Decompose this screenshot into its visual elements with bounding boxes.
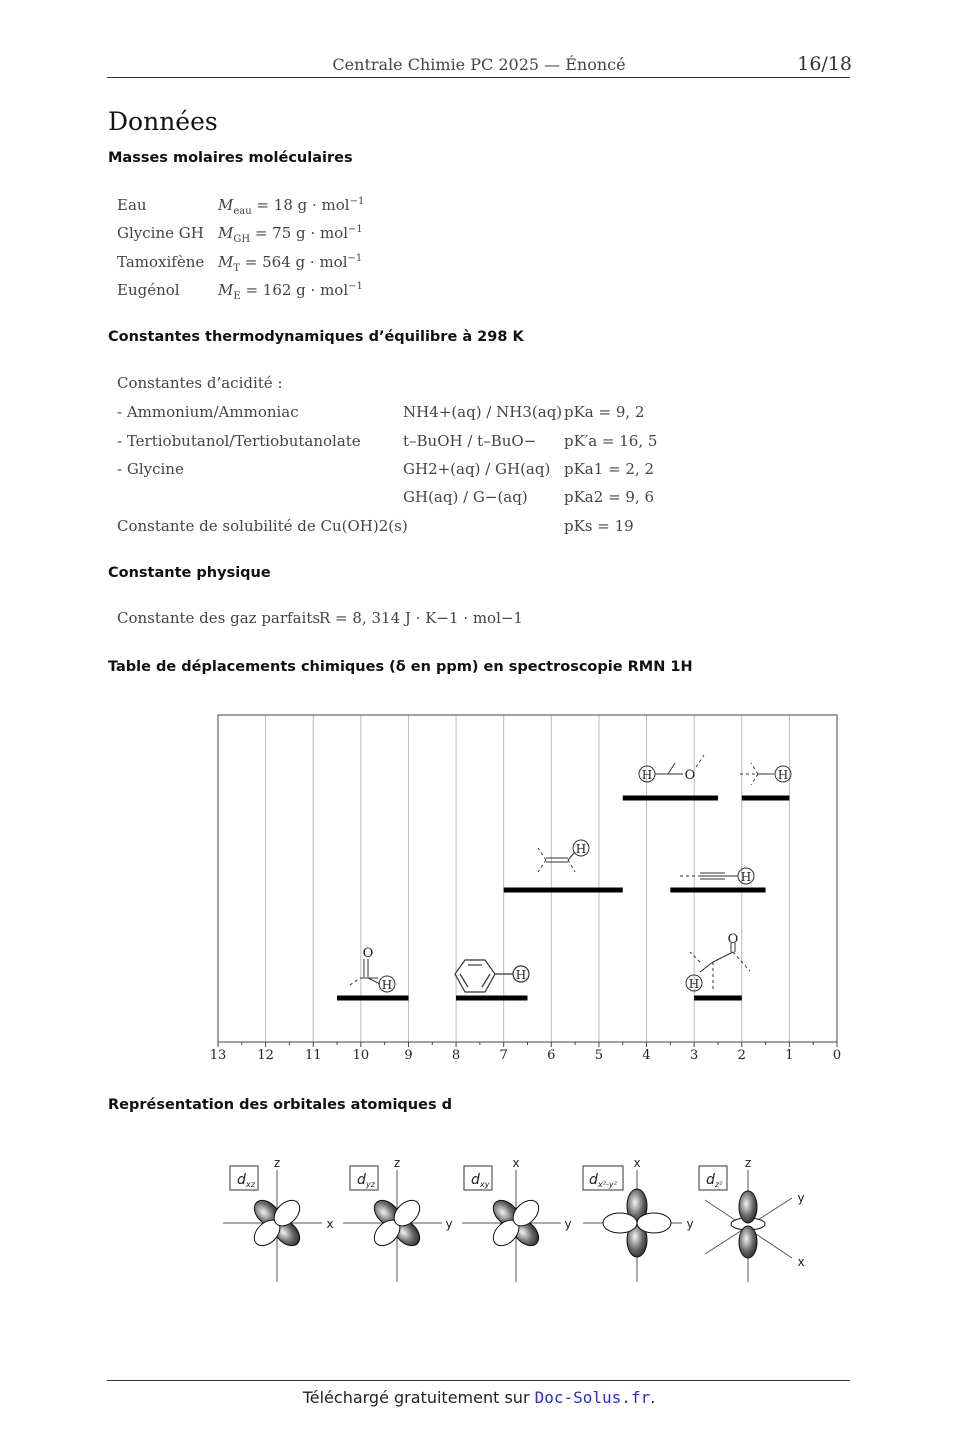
molar-value-eau: $M_{eau} = 18$ g · mol$^{-1}$ xyxy=(218,196,365,217)
molar-value-tamoxifene: $M_T = 564$ g · mol$^{-1}$ xyxy=(218,253,363,274)
svg-text:x: x xyxy=(326,1217,334,1231)
nmr-tick-label: 13 xyxy=(209,1048,227,1063)
molar-heading: Masses molaires moléculaires xyxy=(108,150,353,166)
nmr-tick-label: 9 xyxy=(404,1048,413,1063)
nmr-range-bars xyxy=(337,796,789,1001)
thermo-couple-glycine-1: GH2+(aq) / GH(aq) xyxy=(403,460,551,478)
nmr-tick-label: 12 xyxy=(257,1048,274,1063)
orbitals-heading: Représentation des orbitales atomiques d xyxy=(108,1097,453,1113)
orbital-dx2-y2 xyxy=(583,1156,694,1282)
svg-text:d: d xyxy=(589,1172,598,1188)
molar-name-glycine: Glycine GH xyxy=(117,224,204,242)
atom-o: O xyxy=(727,932,739,947)
molar-name-tamoxifene: Tamoxifène xyxy=(117,253,205,271)
atom-h: H xyxy=(777,768,789,782)
thermo-couple-tertiobutanol: t–BuOH / t–BuO− xyxy=(403,432,537,450)
orbital-dyz xyxy=(343,1156,453,1282)
atom-h: H xyxy=(515,968,527,982)
svg-text:x: x xyxy=(512,1156,520,1170)
nmr-range-bar xyxy=(670,888,765,893)
thermo-pk-ammonium: pKa = 9, 2 xyxy=(564,403,645,421)
atom-h: H xyxy=(575,842,587,856)
thermo-heading: Constantes thermodynamiques d’équilibre à 298 K xyxy=(108,329,524,345)
molar-name-eugenol: Eugénol xyxy=(117,281,180,299)
gas-constant-label: Constante des gaz parfaits xyxy=(117,609,321,627)
svg-text:z: z xyxy=(744,1156,752,1170)
atom-h: H xyxy=(381,978,393,992)
nmr-range-bar xyxy=(337,996,408,1001)
atom-o: O xyxy=(684,768,696,783)
nmr-tick-label: 4 xyxy=(642,1048,651,1063)
nmr-tick-label: 7 xyxy=(499,1048,508,1063)
nmr-tick-label: 10 xyxy=(352,1048,370,1063)
gas-constant-value: R = 8, 314 J · K−1 · mol−1 xyxy=(319,609,523,627)
svg-text:y: y xyxy=(564,1217,572,1231)
physical-heading: Constante physique xyxy=(108,565,271,581)
molar-name-eau: Eau xyxy=(117,196,147,214)
orbital-dxy xyxy=(462,1156,572,1282)
svg-text:d: d xyxy=(471,1172,480,1188)
nmr-range-bar xyxy=(694,996,742,1001)
orbital-dz2 xyxy=(699,1156,805,1282)
orbital-dxz xyxy=(223,1156,334,1282)
svg-text:x: x xyxy=(797,1255,805,1269)
thermo-pk-glycine-2: pKa2 = 9, 6 xyxy=(564,488,655,506)
atom-h: H xyxy=(688,977,700,991)
page-number: 16/18 xyxy=(797,53,852,75)
thermo-name-ammonium: - Ammonium/Ammoniac xyxy=(117,403,299,421)
molar-value-glycine: $M_{GH} = 75$ g · mol$^{-1}$ xyxy=(218,224,363,245)
solubility-label: Constante de solubilité de Cu(OH)2(s) xyxy=(117,517,408,535)
footer-link[interactable]: Doc-Solus.fr xyxy=(534,1388,651,1407)
svg-text:z: z xyxy=(393,1156,401,1170)
molar-value-eugenol: $M_E = 162$ g · mol$^{-1}$ xyxy=(218,281,363,302)
footer-rule xyxy=(107,1380,850,1381)
acid-label: Constantes d’acidité : xyxy=(117,374,283,392)
nmr-tick-label: 1 xyxy=(785,1048,794,1063)
atom-h: H xyxy=(641,768,653,782)
nmr-tick-label: 6 xyxy=(547,1048,556,1063)
thermo-pk-glycine-1: pKa1 = 2, 2 xyxy=(564,460,655,478)
nmr-tick-label: 5 xyxy=(594,1048,604,1063)
svg-text:y: y xyxy=(686,1217,694,1231)
svg-text:z: z xyxy=(273,1156,281,1170)
nmr-range-bar xyxy=(623,796,718,801)
nmr-tick-label: 8 xyxy=(451,1048,461,1063)
thermo-couple-ammonium: NH4+(aq) / NH3(aq) xyxy=(403,403,563,421)
nmr-heading: Table de déplacements chimiques (δ en ppm) en spectroscopie RMN 1H xyxy=(108,659,693,675)
nmr-chart xyxy=(200,706,850,1066)
nmr-tick-label: 3 xyxy=(690,1048,699,1063)
header-title: Centrale Chimie PC 2025 — Énoncé xyxy=(332,55,626,74)
thermo-name-tertiobutanol: - Tertiobutanol/Tertiobutanolate xyxy=(117,432,361,450)
solubility-value: pKs = 19 xyxy=(564,517,634,535)
page-title: Données xyxy=(108,107,218,136)
svg-text:d: d xyxy=(237,1172,246,1188)
footer: Téléchargé gratuitement sur Doc-Solus.fr. xyxy=(302,1388,656,1407)
nmr-range-bar xyxy=(456,996,527,1001)
thermo-pk-tertiobutanol: pK′a = 16, 5 xyxy=(564,432,658,450)
atom-h: H xyxy=(740,870,752,884)
nmr-range-bar xyxy=(504,888,623,893)
atom-o: O xyxy=(362,946,374,961)
nmr-tick-label: 0 xyxy=(832,1048,842,1063)
svg-text:x²-y²: x²-y² xyxy=(598,1180,617,1189)
svg-text:y: y xyxy=(445,1217,453,1231)
nmr-range-bar xyxy=(742,796,790,801)
nmr-tick-label: 11 xyxy=(304,1048,322,1063)
svg-text:yz: yz xyxy=(366,1180,375,1189)
orbitals-diagram xyxy=(220,1150,820,1290)
svg-text:d: d xyxy=(706,1172,715,1188)
nmr-tick-labels xyxy=(210,1042,841,1063)
svg-text:d: d xyxy=(357,1172,366,1188)
svg-text:x: x xyxy=(633,1156,641,1170)
svg-text:xy: xy xyxy=(480,1180,490,1189)
svg-text:xz: xz xyxy=(246,1180,255,1189)
thermo-couple-glycine-2: GH(aq) / G−(aq) xyxy=(403,488,528,506)
nmr-tick-label: 2 xyxy=(737,1048,746,1063)
header-rule xyxy=(107,77,850,78)
svg-text:y: y xyxy=(797,1191,805,1205)
footer-text: Téléchargé gratuitement sur xyxy=(302,1388,530,1407)
svg-text:z²: z² xyxy=(715,1180,723,1189)
thermo-name-glycine: - Glycine xyxy=(117,460,184,478)
